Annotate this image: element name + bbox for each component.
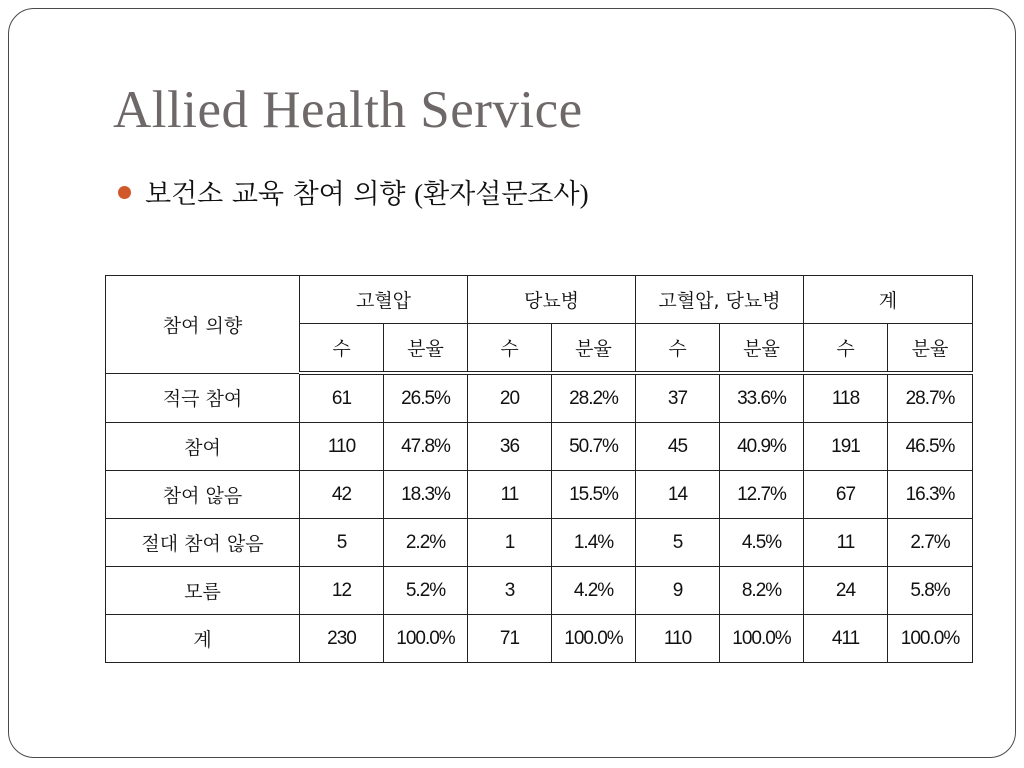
table-header-row-groups xyxy=(106,276,973,324)
sub-header-count: 수 xyxy=(300,324,384,374)
table-cell: 110 xyxy=(300,423,384,471)
sub-header-ratio: 분율 xyxy=(888,324,973,374)
sub-header-count: 수 xyxy=(804,324,888,374)
group-header: 고혈압, 당뇨병 xyxy=(636,276,804,324)
table-row xyxy=(106,423,973,471)
table-cell: 1 xyxy=(468,519,552,567)
table-cell: 45 xyxy=(636,423,720,471)
table-row xyxy=(106,471,973,519)
table-cell: 28.7% xyxy=(888,373,973,423)
table-cell: 8.2% xyxy=(720,567,804,615)
bullet-item xyxy=(118,178,589,211)
table-cell: 110 xyxy=(636,615,720,663)
table-cell: 12 xyxy=(300,567,384,615)
group-header: 당뇨병 xyxy=(468,276,636,324)
table-cell: 11 xyxy=(468,471,552,519)
table-cell: 5.8% xyxy=(888,567,973,615)
table-cell: 33.6% xyxy=(720,373,804,423)
row-label: 계 xyxy=(106,615,300,663)
row-label: 절대 참여 않음 xyxy=(106,519,300,567)
row-label: 모름 xyxy=(106,567,300,615)
table-cell: 100.0% xyxy=(888,615,973,663)
table-cell: 5 xyxy=(300,519,384,567)
table-cell: 18.3% xyxy=(384,471,468,519)
group-header: 고혈압 xyxy=(300,276,468,324)
table-cell: 67 xyxy=(804,471,888,519)
sub-header-ratio: 분율 xyxy=(720,324,804,374)
table-cell: 100.0% xyxy=(552,615,636,663)
table-row xyxy=(106,373,973,423)
table-cell: 4.2% xyxy=(552,567,636,615)
bullet-paren-open: ( xyxy=(414,179,424,209)
survey-table xyxy=(105,275,973,663)
table-cell: 50.7% xyxy=(552,423,636,471)
table-cell: 11 xyxy=(804,519,888,567)
table-cell: 37 xyxy=(636,373,720,423)
table-cell: 14 xyxy=(636,471,720,519)
bullet-paren-close: ) xyxy=(579,179,589,209)
sub-header-ratio: 분율 xyxy=(384,324,468,374)
table-cell: 9 xyxy=(636,567,720,615)
table-row-total xyxy=(106,615,973,663)
table-cell: 5 xyxy=(636,519,720,567)
slide-title: Allied Health Service xyxy=(113,81,583,139)
table-cell: 12.7% xyxy=(720,471,804,519)
bullet-text: 보건소 교육 참여 의향 xyxy=(145,179,415,210)
row-label: 적극 참여 xyxy=(106,373,300,423)
table-cell: 191 xyxy=(804,423,888,471)
table-cell: 118 xyxy=(804,373,888,423)
row-label: 참여 않음 xyxy=(106,471,300,519)
group-header: 계 xyxy=(804,276,973,324)
table-cell: 47.8% xyxy=(384,423,468,471)
bullet-paren-text: 환자설문조사 xyxy=(423,179,580,210)
row-label: 참여 xyxy=(106,423,300,471)
sub-header-count: 수 xyxy=(468,324,552,374)
table-cell: 2.7% xyxy=(888,519,973,567)
table-cell: 5.2% xyxy=(384,567,468,615)
table-cell: 16.3% xyxy=(888,471,973,519)
table-cell: 40.9% xyxy=(720,423,804,471)
table-cell: 26.5% xyxy=(384,373,468,423)
table-cell: 411 xyxy=(804,615,888,663)
table-cell: 42 xyxy=(300,471,384,519)
table-cell: 4.5% xyxy=(720,519,804,567)
sub-header-ratio: 분율 xyxy=(552,324,636,374)
table-cell: 15.5% xyxy=(552,471,636,519)
table-cell: 20 xyxy=(468,373,552,423)
table-cell: 230 xyxy=(300,615,384,663)
table-row xyxy=(106,519,973,567)
table-row xyxy=(106,567,973,615)
table-cell: 71 xyxy=(468,615,552,663)
table-cell: 61 xyxy=(300,373,384,423)
table-cell: 3 xyxy=(468,567,552,615)
table-cell: 24 xyxy=(804,567,888,615)
table-cell: 1.4% xyxy=(552,519,636,567)
table-cell: 46.5% xyxy=(888,423,973,471)
table-cell: 36 xyxy=(468,423,552,471)
table-cell: 100.0% xyxy=(384,615,468,663)
table-cell: 100.0% xyxy=(720,615,804,663)
table-cell: 28.2% xyxy=(552,373,636,423)
bullet-dot-icon xyxy=(118,186,131,199)
table-cell: 2.2% xyxy=(384,519,468,567)
sub-header-count: 수 xyxy=(636,324,720,374)
row-header-label: 참여 의향 xyxy=(106,276,300,374)
